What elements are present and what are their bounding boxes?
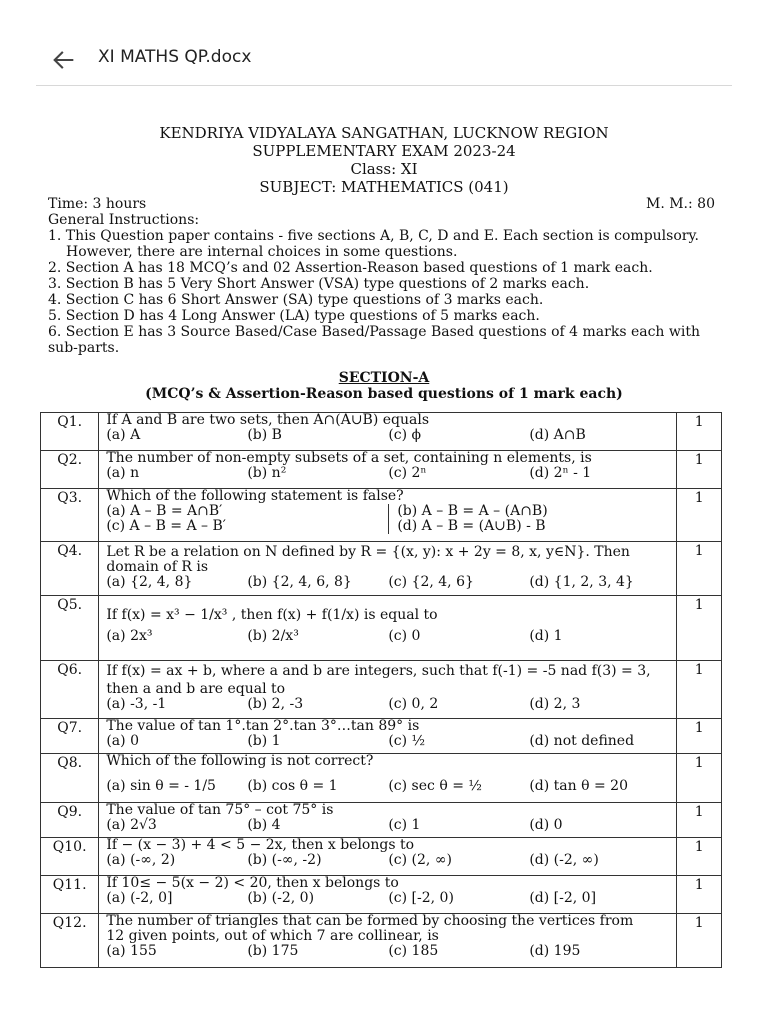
question-stem: If A and B are two sets, then A∩(A∪B) equals <box>106 412 430 428</box>
question-stem: Let R be a relation on N defined by R = {(x, y): x + 2y = 8, x, y∈N}. Then <box>106 544 630 560</box>
question-number: Q3. <box>41 489 99 542</box>
option-a: (a) -3, -1 <box>106 696 167 712</box>
option-d: (d) not defined <box>529 733 635 749</box>
option-b: (b) (-2, 0) <box>247 890 315 906</box>
option-a: (a) (-∞, 2) <box>106 852 176 868</box>
option-d: (d) A∩B <box>529 427 586 443</box>
question-number: Q1. <box>41 413 99 451</box>
section-subtitle: (MCQ’s & Assertion-Reason based questions of 1 mark each) <box>145 386 623 402</box>
time-label: Time: 3 hours <box>48 196 147 212</box>
question-number: Q4. <box>41 542 99 596</box>
instructions-title: General Instructions: <box>48 212 200 228</box>
marks: 1 <box>677 413 722 451</box>
option-b: (b) 4 <box>247 817 281 833</box>
option-c: (c) A – B = A – B′ <box>106 519 389 534</box>
option-c: (c) (2, ∞) <box>388 852 452 868</box>
instruction-1: 1. This Question paper contains - five sections A, B, C, D and E. Each section is compulsory. <box>48 228 699 244</box>
option-a: (a) 155 <box>106 943 157 959</box>
option-d: (d) A – B = (A∪B) - B <box>397 518 546 534</box>
table-row <box>41 451 722 489</box>
marks: 1 <box>677 754 722 803</box>
option-a: (a) A – B = A∩B′ <box>106 504 389 519</box>
marks: 1 <box>677 542 722 596</box>
table-row <box>41 719 722 754</box>
option-a: (a) 0 <box>106 733 139 749</box>
marks: 1 <box>677 451 722 489</box>
question-number: Q5. <box>41 596 99 661</box>
instruction-3: 3. Section B has 5 Very Short Answer (VSA) type questions of 2 marks each. <box>48 276 590 292</box>
question-stem: If f(x) = ax + b, where a and b are integers, such that f(-1) = -5 nad f(3) = 3, <box>106 663 651 679</box>
option-b: (b) A – B = A – (A∩B) <box>397 503 548 519</box>
table-row <box>41 803 722 838</box>
option-b: (b) B <box>247 427 282 443</box>
question-stem: Which of the following statement is false? <box>106 488 404 504</box>
question-stem: If f(x) = x³ − 1/x³ , then f(x) + f(1/x) is equal to <box>106 607 438 623</box>
question-number: Q10. <box>41 838 99 876</box>
question-stem-cont: 12 given points, out of which 7 are collinear, is <box>106 928 439 944</box>
option-b: (b) 2, -3 <box>247 696 304 712</box>
questions-table <box>40 412 722 968</box>
option-c: (c) 2ⁿ <box>388 465 427 481</box>
school-name: KENDRIYA VIDYALAYA SANGATHAN, LUCKNOW REGION <box>159 124 609 142</box>
option-d: (d) 0 <box>529 817 563 833</box>
table-row <box>41 489 722 542</box>
option-a: (a) 2√3 <box>106 817 157 833</box>
question-stem: If 10≤ − 5(x − 2) < 20, then x belongs to <box>106 875 399 891</box>
option-c: (c) 0, 2 <box>388 696 439 712</box>
option-c: (c) ½ <box>388 733 426 749</box>
option-d: (d) (-2, ∞) <box>529 852 599 868</box>
option-a: (a) n <box>106 465 140 481</box>
back-arrow-icon[interactable] <box>50 46 78 74</box>
option-b: (b) 1 <box>247 733 281 749</box>
option-d: (d) 2, 3 <box>529 696 581 712</box>
table-row <box>41 914 722 968</box>
option-d: (d) [-2, 0] <box>529 890 597 906</box>
instruction-6-cont: sub-parts. <box>48 340 120 356</box>
option-c: (c) {2, 4, 6} <box>388 574 474 590</box>
table-row <box>41 838 722 876</box>
option-c: (c) ϕ <box>388 427 422 443</box>
option-b: (b) cos θ = 1 <box>247 778 338 794</box>
question-number: Q6. <box>41 661 99 719</box>
question-stem: Which of the following is not correct? <box>106 753 374 769</box>
option-a: (a) A <box>106 427 141 443</box>
table-row <box>41 876 722 914</box>
question-stem: The number of non-empty subsets of a set, containing n elements, is <box>106 450 592 466</box>
instruction-6: 6. Section E has 3 Source Based/Case Based/Passage Based questions of 4 marks each with <box>48 324 700 340</box>
question-stem: The value of tan 1°.tan 2°.tan 3°…tan 89° is <box>106 718 420 734</box>
question-number: Q8. <box>41 754 99 803</box>
question-number: Q7. <box>41 719 99 754</box>
question-number: Q9. <box>41 803 99 838</box>
question-number: Q2. <box>41 451 99 489</box>
table-row <box>41 754 722 803</box>
option-c: (c) 185 <box>388 943 439 959</box>
table-row <box>41 661 722 719</box>
option-a: (a) sin θ = - 1/5 <box>106 778 216 794</box>
instruction-4: 4. Section C has 6 Short Answer (SA) type questions of 3 marks each. <box>48 292 544 308</box>
section-title: SECTION-A <box>338 370 430 386</box>
marks: 1 <box>677 838 722 876</box>
option-a: (a) (-2, 0] <box>106 890 173 906</box>
question-stem: The number of triangles that can be formed by choosing the vertices from <box>106 913 634 929</box>
marks: 1 <box>677 661 722 719</box>
instruction-5: 5. Section D has 4 Long Answer (LA) type questions of 5 marks each. <box>48 308 540 324</box>
option-d: (d) 2ⁿ - 1 <box>529 465 592 481</box>
app-bar <box>36 0 732 86</box>
option-c: (c) 0 <box>388 628 421 644</box>
marks: 1 <box>677 719 722 754</box>
question-stem: The value of tan 75° – cot 75° is <box>106 802 334 818</box>
exam-name: SUPPLEMENTARY EXAM 2023-24 <box>252 142 516 160</box>
max-marks-label: M. M.: 80 <box>645 196 715 212</box>
document-title: XI MATHS QP.docx <box>98 47 252 67</box>
table-row <box>41 596 722 661</box>
class-label: Class: XI <box>350 160 418 178</box>
instruction-1-cont: However, there are internal choices in some questions. <box>66 244 458 260</box>
question-number: Q11. <box>41 876 99 914</box>
question-stem-cont: domain of R is <box>106 559 209 575</box>
option-b: (b) (-∞, -2) <box>247 852 322 868</box>
marks: 1 <box>677 803 722 838</box>
option-a: (a) 2x³ <box>106 628 153 644</box>
option-d: (d) tan θ = 20 <box>529 778 628 794</box>
option-d: (d) {1, 2, 3, 4} <box>529 574 634 590</box>
question-stem: If − (x − 3) + 4 < 5 − 2x, then x belongs to <box>106 837 415 853</box>
option-c: (c) 1 <box>388 817 421 833</box>
option-c: (c) [-2, 0) <box>388 890 454 906</box>
marks: 1 <box>677 914 722 968</box>
option-d: (d) 195 <box>529 943 581 959</box>
option-a: (a) {2, 4, 8} <box>106 574 193 590</box>
marks: 1 <box>677 876 722 914</box>
question-number: Q12. <box>41 914 99 968</box>
table-row <box>41 542 722 596</box>
subject-label: SUBJECT: MATHEMATICS (041) <box>259 178 509 196</box>
option-c: (c) sec θ = ½ <box>388 778 482 794</box>
option-b: (b) {2, 4, 6, 8} <box>247 574 352 590</box>
table-row <box>41 413 722 451</box>
option-b: (b) 175 <box>247 943 299 959</box>
instruction-2: 2. Section A has 18 MCQ’s and 02 Assertion-Reason based questions of 1 mark each. <box>48 260 653 276</box>
question-stem-cont: then a and b are equal to <box>106 681 286 697</box>
marks: 1 <box>677 596 722 661</box>
option-b: (b) 2/x³ <box>247 628 299 644</box>
option-b: (b) n² <box>247 465 287 481</box>
marks: 1 <box>677 489 722 542</box>
option-d: (d) 1 <box>529 628 563 644</box>
